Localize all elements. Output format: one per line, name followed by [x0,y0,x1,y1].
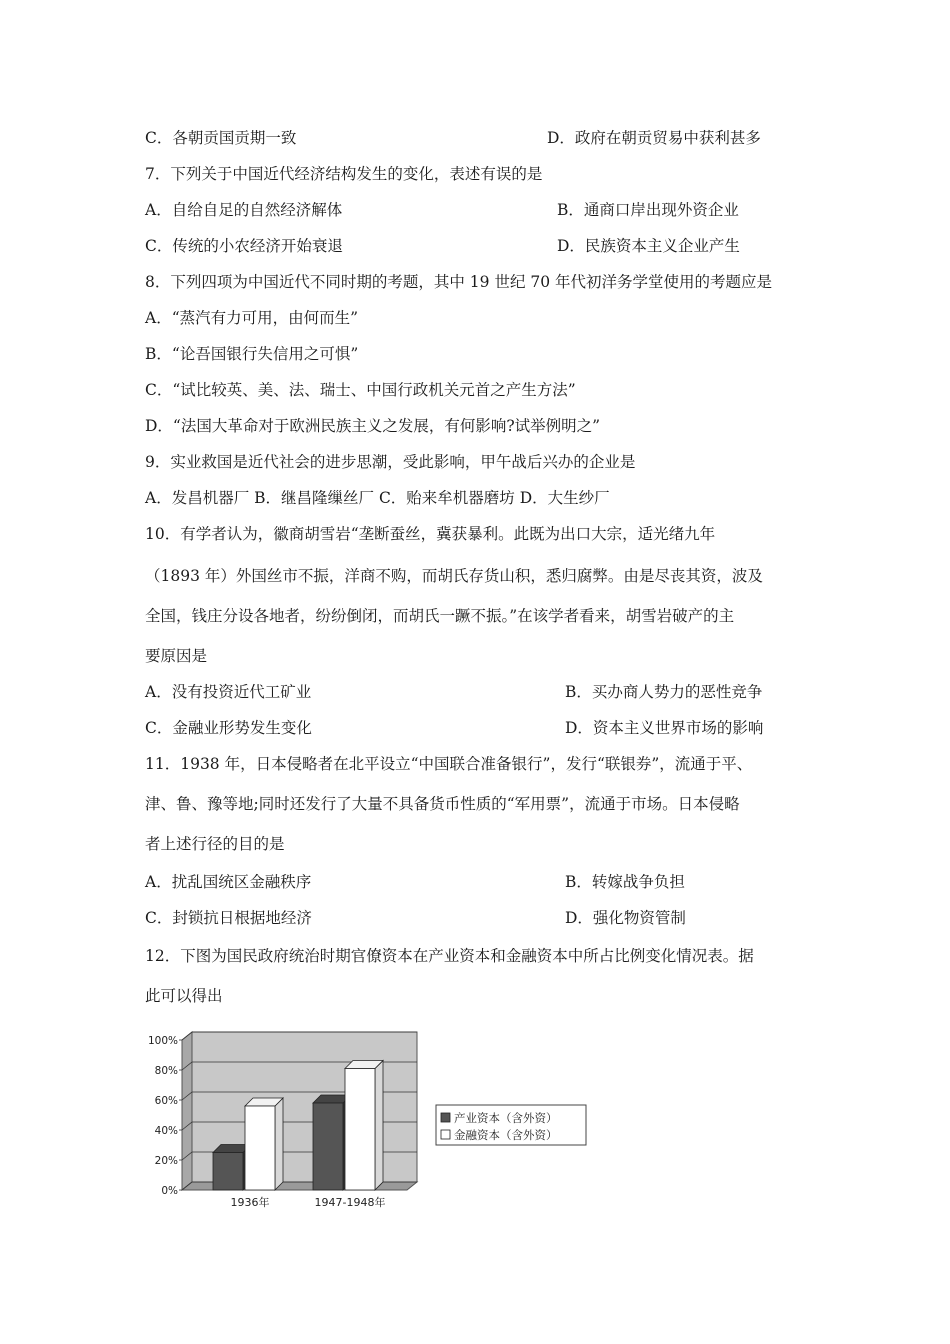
line-text: 津、鲁、豫等地;同时还发行了大量不具备货币性质的“军用票”，流通于市场。日本侵略 [145,795,740,813]
line-text: 11．1938 年，日本侵略者在北平设立“中国联合准备银行”，发行“联银券”，流通于平、 [145,755,753,773]
text-line [145,718,764,738]
text-line [145,200,739,220]
legend-swatch [441,1113,450,1122]
chart-side-wall [182,1032,192,1190]
text-line [145,272,772,292]
text-line [145,488,610,508]
bar [313,1103,343,1190]
line-text: A．没有投资近代工矿业 [145,683,312,701]
line-text: 10．有学者认为，徽商胡雪岩“垄断蚕丝，冀获暴利。此既为出口大宗，适光绪九年 [145,525,716,543]
legend-swatch [441,1130,450,1139]
line-text: 9．实业救国是近代社会的进步思潮，受此影响，甲午战后兴办的企业是 [145,453,636,471]
line-text: C．传统的小农经济开始衰退 [145,237,343,255]
y-tick-label: 100% [147,1035,178,1047]
line-text: A．“蒸汽有力可用，由何而生” [145,309,359,327]
option-text: D．强化物资管制 [565,909,686,927]
bar [345,1069,375,1191]
y-tick-label: 40% [154,1125,178,1137]
text-line [145,754,752,774]
option-text: B．买办商人势力的恶性竞争 [565,683,763,701]
y-tick-label: 60% [154,1095,178,1107]
text-line [145,380,576,400]
text-line [145,682,763,702]
line-text: C．封锁抗日根据地经济 [145,909,312,927]
bar-side [275,1098,283,1190]
text-line [145,946,754,966]
bar-side [375,1061,383,1191]
text-line [145,236,740,256]
option-text: B．转嫁战争负担 [565,873,685,891]
line-text: 要原因是 [145,647,208,665]
text-line [145,416,600,436]
line-text: 8．下列四项为中国近代不同时期的考题，其中 19 世纪 70 年代初洋务学堂使用的考题应是 [145,273,773,291]
line-text: C．金融业形势发生变化 [145,719,312,737]
line-text: 者上述行径的目的是 [145,835,285,853]
line-text: C．各朝贡国贡期一致 [145,129,297,147]
bar-chart [140,1025,600,1225]
option-text: D．资本主义世界市场的影响 [565,719,764,737]
option-text: D．民族资本主义企业产生 [557,237,740,255]
text-line [145,986,223,1006]
text-line [145,872,685,892]
y-tick-label: 20% [154,1155,178,1167]
text-line [145,524,715,544]
line-text: D．“法国大革命对于欧洲民族主义之发展，有何影响?试举例明之” [145,417,601,435]
legend-label: 金融资本（含外资） [454,1128,558,1142]
text-line [145,606,734,626]
line-text: A．扰乱国统区金融秩序 [145,873,312,891]
line-text: 此可以得出 [145,987,223,1005]
bar [213,1153,243,1191]
y-tick-label: 0% [161,1185,178,1197]
line-text: C．“试比较英、美、法、瑞士、中国行政机关元首之产生方法” [145,381,576,399]
text-line [145,164,542,184]
x-tick-label: 1947-1948年 [314,1196,386,1209]
text-line [145,452,635,472]
line-text: A．自给自足的自然经济解体 [145,201,343,219]
option-text: D．政府在朝贡贸易中获利甚多 [547,129,761,147]
text-line [145,308,358,328]
text-line [145,566,763,586]
text-line [145,646,207,666]
y-tick-label: 80% [154,1065,178,1077]
legend-label: 产业资本（含外资） [454,1111,558,1125]
text-line [145,834,285,854]
line-text: B．“论吾国银行失信用之可惧” [145,345,359,363]
line-text: A．发昌机器厂 B．继昌隆缫丝厂 C．贻来牟机器磨坊 D．大生纱厂 [145,489,610,507]
line-text: 全国，钱庄分设各地者，纷纷倒闭，而胡氏一蹶不振。”在该学者看来，胡雪岩破产的主 [145,607,735,625]
text-line [145,794,740,814]
bar [245,1106,275,1190]
text-line [145,128,761,148]
text-line [145,344,358,364]
line-text: 12．下图为国民政府统治时期官僚资本在产业资本和金融资本中所占比例变化情况表。据 [145,947,754,965]
line-text: （1893 年）外国丝市不振，洋商不购，而胡氏存货山积，悉归腐弊。由是尽丧其资，波及 [145,567,763,585]
option-text: B．通商口岸出现外资企业 [557,201,739,219]
text-line [145,908,686,928]
line-text: 7．下列关于中国近代经济结构发生的变化，表述有误的是 [145,165,543,183]
x-tick-label: 1936年 [230,1196,270,1209]
